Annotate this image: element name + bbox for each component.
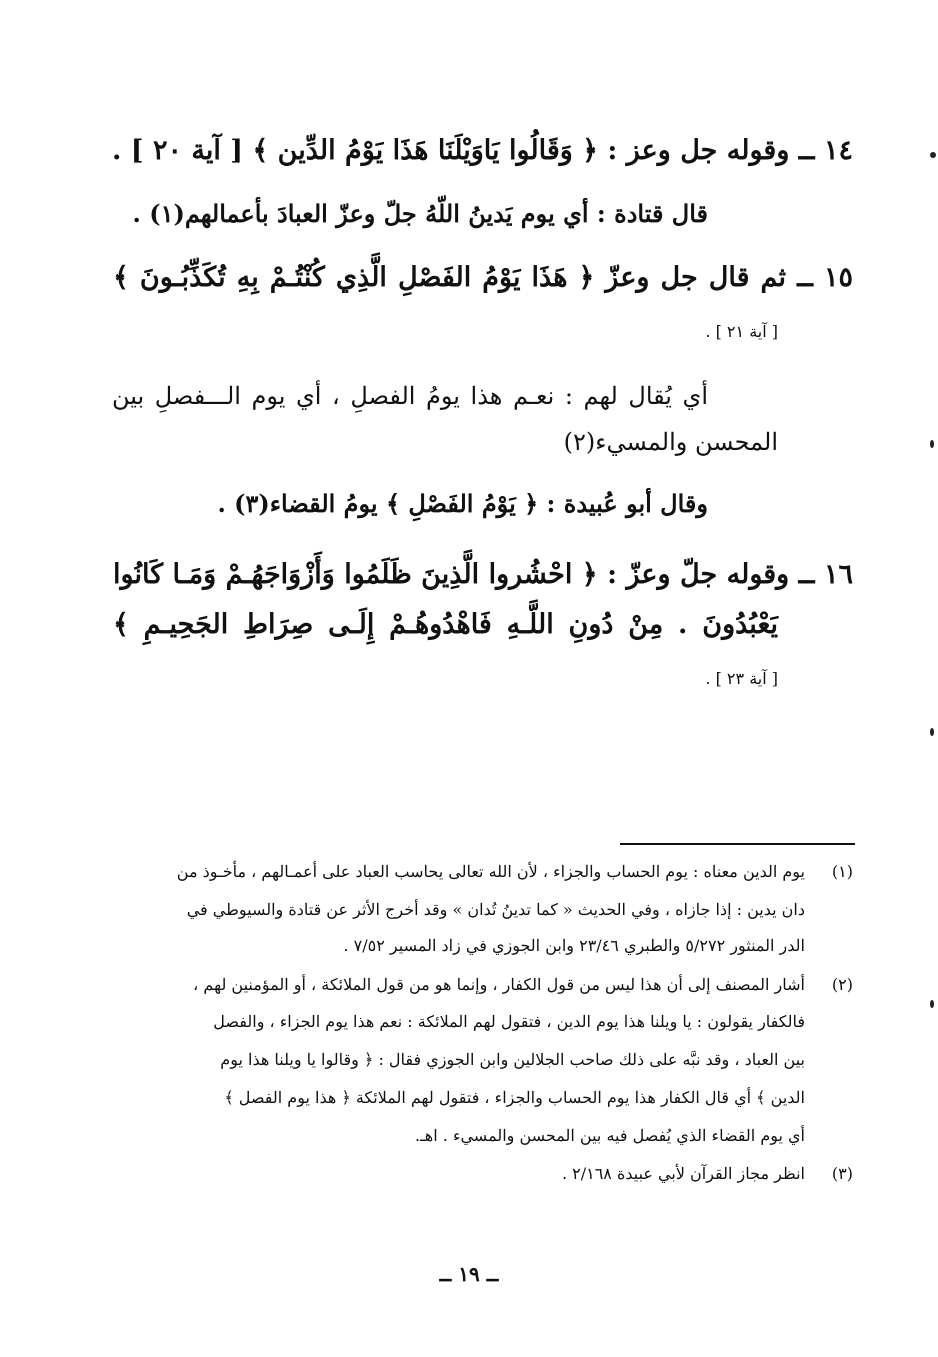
verse-ref-21: [ آية ٢١ ] . bbox=[705, 322, 778, 341]
entry-16-line-2: يَعْبُدُونَ . مِنْ دُونِ اللَّـهِ فَاهْدُوهُـمْ إِلَـى صِرَاطِ الجَحِيـمِ ﴾ bbox=[113, 609, 778, 640]
footnote-1-line-3: الدر المنثور ٥/٢٧٢ والطبري ٢٣/٤٦ وابن الجوزي في زاد المسير ٧/٥٢ . bbox=[343, 936, 805, 955]
footnote-2-line-1: أشار المصنف إلى أن هذا ليس من قول الكفار ، وإنما هو من قول الملائكة ، أو المؤمنين لهم ، bbox=[193, 975, 805, 994]
explanation-line-1: أي يُقال لهم : نعـم هذا يومُ الفصلِ ، أي يوم الـــفصلِ بين bbox=[112, 382, 708, 410]
scan-speck bbox=[930, 1000, 934, 1008]
footnote-2-line-5: أي يوم القضاء الذي يُفصل فيه بين المحسن والمسيء . اهـ. bbox=[415, 1126, 805, 1145]
footnote-rule bbox=[620, 843, 855, 845]
footnote-2-line-4: الدين ﴾ أي قال الكفار هذا يوم الحساب والجزاء ، فتقول لهم الملائكة ﴿ هذا يوم الفصل ﴾ bbox=[224, 1088, 805, 1107]
abu-ubaida-quote: وقال أبو عُبيدة : ﴿ يَوْمُ الفَصْلِ ﴾ يومُ القضاء(٣) . bbox=[217, 489, 708, 518]
footnote-2-line-2: فالكفار يقولون : يا ويلنا هذا يوم الدين ، فتقول لهم الملائكة : نعم هذا يوم الجزاء ، والفصل bbox=[213, 1012, 805, 1031]
entry-14-line: ١٤ ــ وقوله جل وعز : ﴿ وَقَالُوا يَاوَيْلَنَا هَذَا يَوْمُ الدِّين ﴾ [ آية ٢٠ ] . bbox=[111, 135, 853, 166]
scan-speck bbox=[930, 728, 934, 736]
footnote-2-line-3: بين العباد ، وقد نبَّه على ذلك صاحب الجلالين وابن الجوزي فقال : ﴿ وقالوا يا ويلنا هذا يوم bbox=[220, 1050, 805, 1069]
scan-speck bbox=[930, 152, 936, 158]
footnote-3-number: (٣) bbox=[831, 1164, 853, 1183]
entry-16-line-1: ١٦ ــ وقوله جلّ وعزّ : ﴿ احْشُروا الَّذِينَ ظَلَمُوا وَأَزْوَاجَهُـمْ وَمَـا كَانُوا bbox=[113, 559, 853, 590]
qatada-quote: قال قتادة : أي يوم يَدينُ اللّهُ جلّ وعزّ العبادَ بأعمالهم(١) . bbox=[132, 199, 708, 228]
footnote-1-line-1: يوم الدين معناه : يوم الحساب والجزاء ، لأن الله تعالى يحاسب العباد على أعمـالهم ، مأخـوذ من bbox=[176, 862, 805, 881]
footnote-3-line-1: انظر مجاز القرآن لأبي عبيدة ٢/١٦٨ . bbox=[561, 1164, 805, 1183]
footnote-1-line-2: دان يدين : إذا جازاه ، وفي الحديث « كما تدينُ تُدان » وقد أخرج الأثر عن قتادة والسيوطي في bbox=[186, 900, 805, 919]
explanation-line-2: المحسن والمسيء(٢) bbox=[563, 428, 778, 456]
page-number: ــ ١٩ ــ bbox=[439, 1262, 499, 1286]
entry-15-line: ١٥ ــ ثم قال جل وعزّ ﴿ هَذَا يَوْمُ الفَصْلِ الَّذِي كُنْتُـمْ بِهِ تُكَذِّبُـونَ ﴾ bbox=[113, 262, 853, 293]
scan-speck bbox=[930, 440, 934, 448]
footnote-1-number: (١) bbox=[831, 862, 853, 881]
footnote-2-number: (٢) bbox=[831, 975, 853, 994]
verse-ref-23: [ آية ٢٣ ] . bbox=[705, 669, 778, 688]
